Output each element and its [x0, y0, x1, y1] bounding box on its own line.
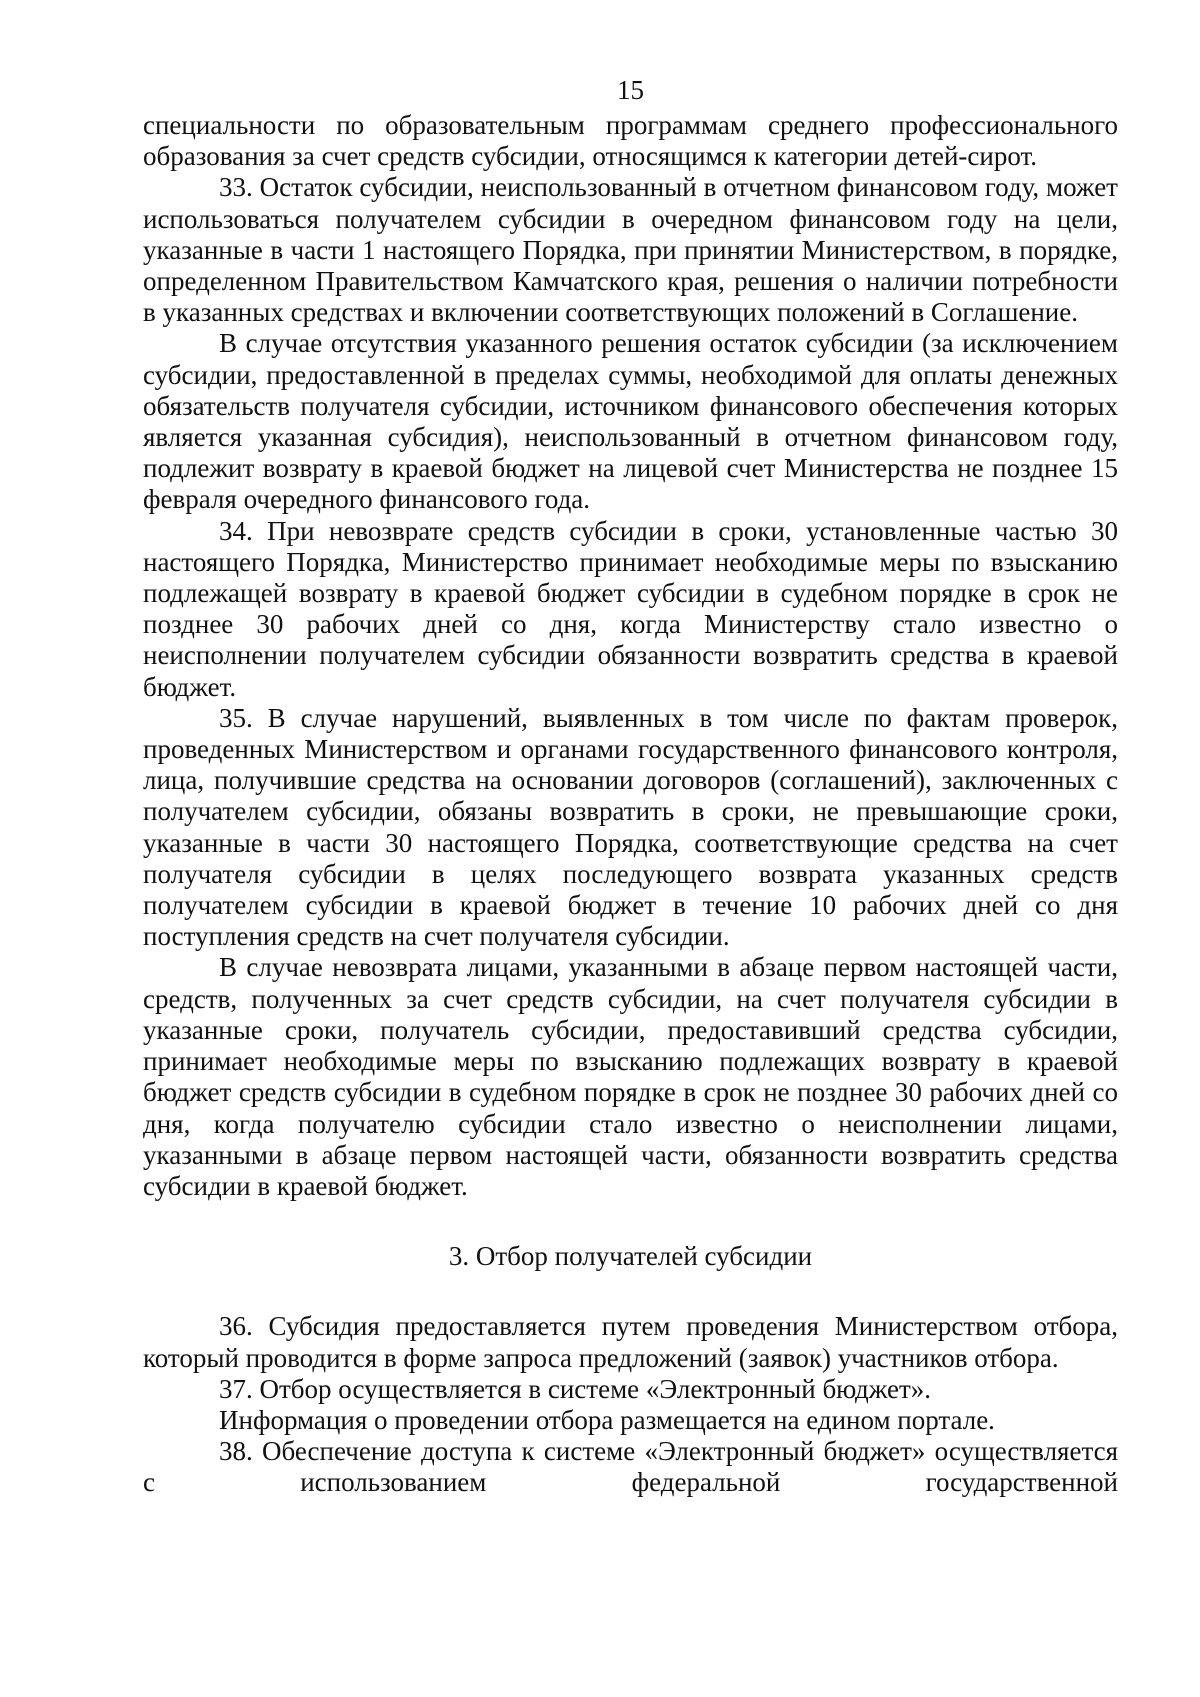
- paragraph-35-part-2: В случае невозврата лицами, указанными в абзаце первом настоящей части, средств, полученных за счет средств субсидии, на счет получателя субсидии в указанные сроки, получатель субсидии, предоставивший средства субсидии, принимает необходимые меры по взысканию подлежащих возврату в краевой бюджет средств субсидии в судебном порядке в срок не позднее 30 рабочих дней со дня, когда получателю субсидии стало известно о неисполнении лицами, указанными в абзаце первом настоящей части, обязанности возвратить средства субсидии в краевой бюджет.: [143, 952, 1118, 1201]
- section-heading: 3. Отбор получателей субсидии: [448, 1241, 813, 1272]
- paragraph-33: 33. Остаток субсидии, неиспользованный в отчетном финансовом году, может использоваться получателем субсидии в очередном финансовом году на цели, указанные в части 1 настоящего Порядка, при принятии Министерством, в порядке, определенном Правительством Камчатского края, решения о наличии потребности в указанных средствах и включении соответствующих положений в Соглашение.: [143, 172, 1118, 328]
- document-page: [143, 70, 1118, 1499]
- paragraph-continuation: специальности по образовательным программам среднего профессионального образования за счет средств субсидии, относящимся к категории детей-сирот.: [143, 110, 1118, 172]
- paragraph-36: 36. Субсидия предоставляется путем проведения Министерством отбора, который проводится в форме запроса предложений (заявок) участников отбора.: [143, 1311, 1118, 1373]
- paragraph-37: 37. Отбор осуществляется в системе «Электронный бюджет».: [219, 1373, 932, 1404]
- page-number: 15: [617, 75, 644, 105]
- paragraph-35: 35. В случае нарушений, выявленных в том числе по фактам проверок, проведенных Министерством и органами государственного финансового контроля, лица, получившие средства на основании договоров (соглашений), заключенных с получателем субсидии, обязаны возвратить в сроки, не превышающие сроки, указанные в части 30 настоящего Порядка, соответствующие средства на счет получателя субсидии в целях последующего возврата указанных средств получателем субсидии в краевой бюджет в течение 10 рабочих дней со дня поступления средств на счет получателя субсидии.: [143, 702, 1118, 952]
- paragraph-33-part-2: В случае отсутствия указанного решения остаток субсидии (за исключением субсидии, предоставленной в пределах суммы, необходимой для оплаты денежных обязательств получателя субсидии, источником финансового обеспечения которых является указанная субсидия), неиспользованный в отчетном финансовом году, подлежит возврату в краевой бюджет на лицевой счет Министерства не позднее 15 февраля очередного финансового года.: [143, 328, 1118, 515]
- paragraph-38: 38. Обеспечение доступа к системе «Электронный бюджет» осуществляется с использованием федеральной государственной: [143, 1436, 1118, 1498]
- paragraph-37-part-2: Информация о проведении отбора размещается на едином портале.: [219, 1404, 995, 1435]
- paragraph-34: 34. При невозврате средств субсидии в сроки, установленные частью 30 настоящего Порядка, Министерство принимает необходимые меры по взысканию подлежащей возврату в краевой бюджет субсидии в судебном порядке в срок не позднее 30 рабочих дней со дня, когда Министерству стало известно о неисполнении получателем субсидии обязанности возвратить средства в краевой бюджет.: [143, 515, 1118, 702]
